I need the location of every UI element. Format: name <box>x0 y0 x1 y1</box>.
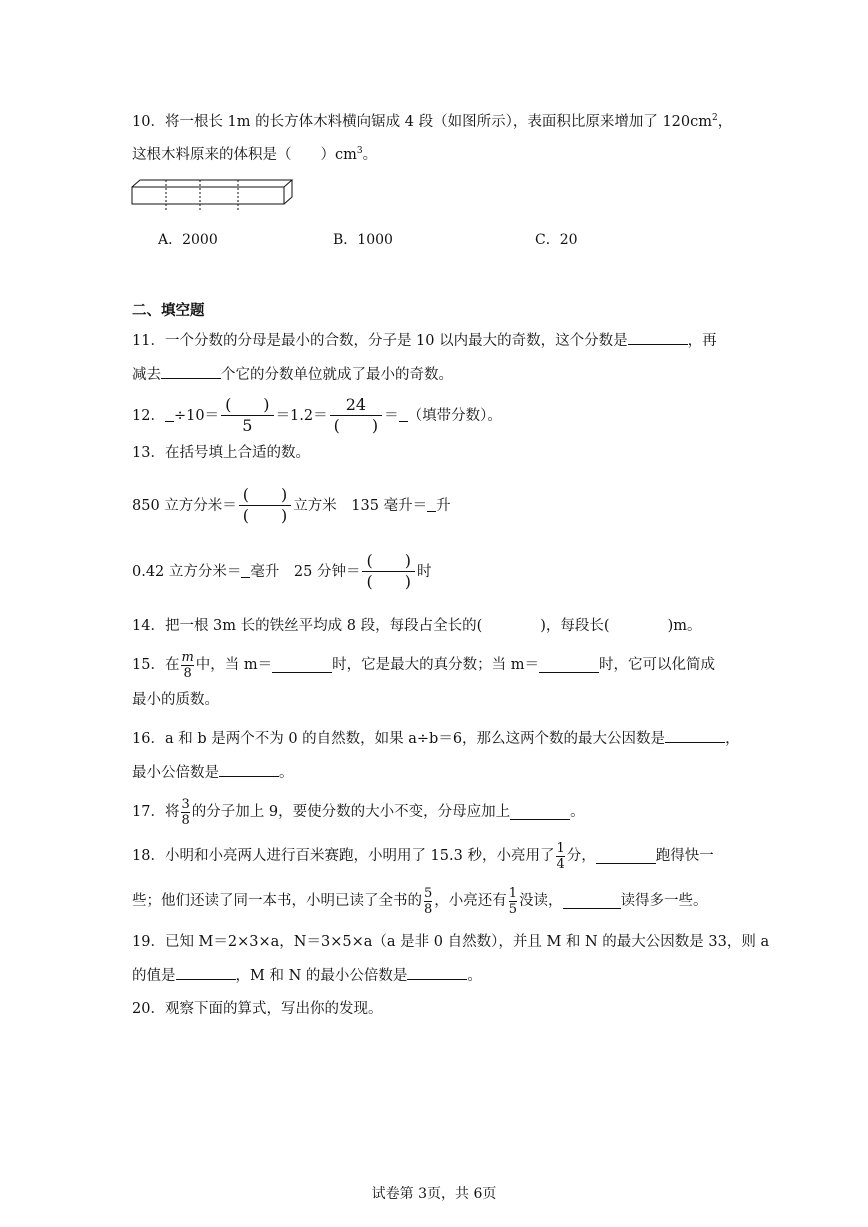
q18-f3-numerator: 1 <box>508 885 518 901</box>
q14-line <box>132 616 702 636</box>
q10-text-2-end: 。 <box>362 147 378 163</box>
q16-blank-2[interactable] <box>219 762 279 777</box>
q20-line: 20．观察下面的算式，写出你的发现。 <box>132 1001 383 1017</box>
q16-text: 16．a 和 b 是两个不为 0 的自然数，如果 a÷b＝6，那么这两个数的最大公因数是 <box>132 731 666 747</box>
q13-row2 <box>132 551 431 592</box>
q18-text-2: 分， <box>566 848 596 864</box>
q17-line <box>132 795 585 829</box>
q19-text-1: 的值是 <box>132 968 176 984</box>
q18-blank-2[interactable] <box>563 894 621 909</box>
q15-line1 <box>132 648 715 682</box>
q12-text-2: ＝1.2＝ <box>275 407 328 424</box>
q12-label: 12． <box>132 407 165 424</box>
q15-fraction <box>181 650 193 681</box>
section-title: 二、填空题 <box>132 303 205 319</box>
q12-f2-denominator[interactable]: ( ) <box>333 416 379 435</box>
q16-text-2-end: 。 <box>279 765 294 781</box>
q17-text-3: 。 <box>570 804 585 820</box>
q14-text-1: 14．把一根 3m 长的铁丝平均成 8 段，每段占全长的( <box>132 618 483 634</box>
q13-r2-blank[interactable] <box>241 565 250 578</box>
q13-r2-numerator[interactable]: ( ) <box>366 551 411 570</box>
q17-text-2: 的分子加上 9，要使分数的大小不变，分母应加上 <box>191 804 511 820</box>
q11-text-2-end: 个它的分数单位就成了最小的奇数。 <box>221 367 453 383</box>
q16-line1 <box>132 728 740 749</box>
q15-text-3: 时，它是最大的真分数；当 m＝ <box>332 657 539 673</box>
q18-line1 <box>132 839 714 873</box>
q10-line1 <box>132 112 732 132</box>
q12-fraction-2 <box>330 395 383 436</box>
q10-option-b[interactable]: B．1000 <box>333 232 393 248</box>
q18-f1-denominator: 4 <box>556 856 565 872</box>
q13-r1-denominator[interactable]: ( ) <box>242 506 288 525</box>
q13-r1-blank[interactable] <box>427 499 436 512</box>
q13-r1-text-3: 升 <box>436 497 451 514</box>
q15-text-1: 15．在 <box>132 657 180 673</box>
q18-f3-denominator: 5 <box>508 901 518 917</box>
q15-text-2: 中，当 m＝ <box>195 657 273 673</box>
block-top-face <box>132 180 292 187</box>
q18-text-7: 读得多一些。 <box>620 893 708 909</box>
q18-f2-numerator: 5 <box>424 885 433 901</box>
q18-text-4: 些；他们还读了同一本书，小明已读了全书的 <box>132 893 422 909</box>
q13-r2-text: 0.42 立方分米＝ <box>132 563 242 580</box>
q10-text-2: 这根木料原来的体积是（ ）cm <box>132 147 357 163</box>
q15-text-4: 时，它可以化简成 <box>599 657 715 673</box>
q12-f2-numerator: 24 <box>345 395 367 414</box>
q11-text-2: 减去 <box>132 367 161 383</box>
q12-text-4: （填带分数）。 <box>407 407 502 424</box>
q13-r1-numerator[interactable]: ( ) <box>242 485 288 504</box>
q18-blank-1[interactable] <box>596 849 656 864</box>
q10-sup-2: 3 <box>356 146 363 157</box>
q16-text-2: 最小公倍数是 <box>132 765 219 781</box>
q12-f1-denominator: 5 <box>242 416 253 435</box>
q12-f1-numerator[interactable]: ( ) <box>225 395 270 414</box>
q17-text-1: 17．将 <box>132 804 180 820</box>
q15-numerator: m <box>181 649 194 665</box>
q15-denominator: 8 <box>183 665 192 681</box>
q18-line2 <box>132 883 708 919</box>
q12-blank-1[interactable] <box>165 409 174 422</box>
q18-f1-numerator: 1 <box>556 840 565 856</box>
q18-text-1: 18．小明和小亮两人进行百米赛跑，小明用了 15.3 秒，小亮用了 <box>132 848 555 864</box>
q13-r1-text-2: 立方米 135 毫升＝ <box>293 497 428 514</box>
q18-fraction-2 <box>424 886 432 917</box>
wood-block-figure <box>128 178 298 214</box>
q19-line2 <box>132 965 482 986</box>
q10-text-1: 10．将一根长 1m 的长方体木料横向锯成 4 段（如图所示），表面积比原来增加了 120cm <box>132 114 712 130</box>
q18-fraction-3 <box>509 886 517 917</box>
q12-fraction-1 <box>221 395 274 436</box>
q13-r2-text-3: 时 <box>416 563 432 580</box>
q19-line1: 19．已知 M＝2×3×a，N＝3×5×a（a 是非 0 自然数），并且 M 和 N 的最大公因数是 33，则 a <box>132 934 770 950</box>
q11-line2 <box>132 364 453 385</box>
q16-blank-1[interactable] <box>665 728 725 743</box>
q19-blank-2[interactable] <box>407 965 467 980</box>
q17-blank[interactable] <box>510 805 570 820</box>
q19-text-3: 。 <box>467 968 482 984</box>
q16-line2 <box>132 762 294 783</box>
q13-r2-fraction <box>362 551 415 592</box>
q14-text-3: )m。 <box>667 618 702 634</box>
q13-title: 13．在括号填上合适的数。 <box>132 445 310 461</box>
q19-text-2: ，M 和 N 的最小公倍数是 <box>235 968 408 984</box>
q10-line2 <box>132 145 377 165</box>
q18-text-3: 跑得快一 <box>655 848 714 864</box>
q13-r2-text-2: 毫升 25 分钟＝ <box>250 563 361 580</box>
q13-r1-text: 850 立方分米＝ <box>132 497 237 514</box>
q12-text-3: ＝ <box>384 407 399 424</box>
q18-f2-denominator: 8 <box>424 901 433 917</box>
q11-line1 <box>132 330 717 351</box>
q17-denominator: 8 <box>181 812 190 828</box>
q16-text-end: ， <box>725 731 740 747</box>
q11-blank-2[interactable] <box>161 364 221 379</box>
block-front-face <box>132 187 284 204</box>
q12-text-1: ÷10＝ <box>173 407 220 424</box>
q11-text: 11．一个分数的分母是最小的合数，分子是 10 以内最大的奇数，这个分数是 <box>132 333 628 349</box>
q10-sup-1: 2 <box>712 113 718 124</box>
q10-text-1-end: ， <box>717 114 733 130</box>
page-footer: 试卷第 3页，共 6页 <box>371 1186 497 1202</box>
q17-fraction <box>181 797 189 828</box>
q14-text-2: )，每段长( <box>540 618 610 634</box>
q15-blank-2[interactable] <box>539 658 599 673</box>
q13-row1 <box>132 485 451 526</box>
q15-line2: 最小的质数。 <box>132 692 219 708</box>
q19-blank-1[interactable] <box>176 965 236 980</box>
q18-text-6: 没读， <box>519 893 563 909</box>
q17-numerator: 3 <box>181 796 190 812</box>
q12-blank-2[interactable] <box>399 409 408 422</box>
q10-option-a[interactable]: A．2000 <box>158 232 218 248</box>
q13-r2-denominator[interactable]: ( ) <box>366 572 411 591</box>
q10-option-c[interactable]: C．20 <box>535 232 578 248</box>
q12-line <box>132 395 502 436</box>
q18-fraction-1 <box>556 841 564 872</box>
q13-r1-fraction <box>239 485 292 526</box>
q18-text-5: ，小亮还有 <box>434 893 507 909</box>
q11-blank-1[interactable] <box>628 330 688 345</box>
q15-blank-1[interactable] <box>272 658 332 673</box>
q11-text-end: ，再 <box>687 333 717 349</box>
